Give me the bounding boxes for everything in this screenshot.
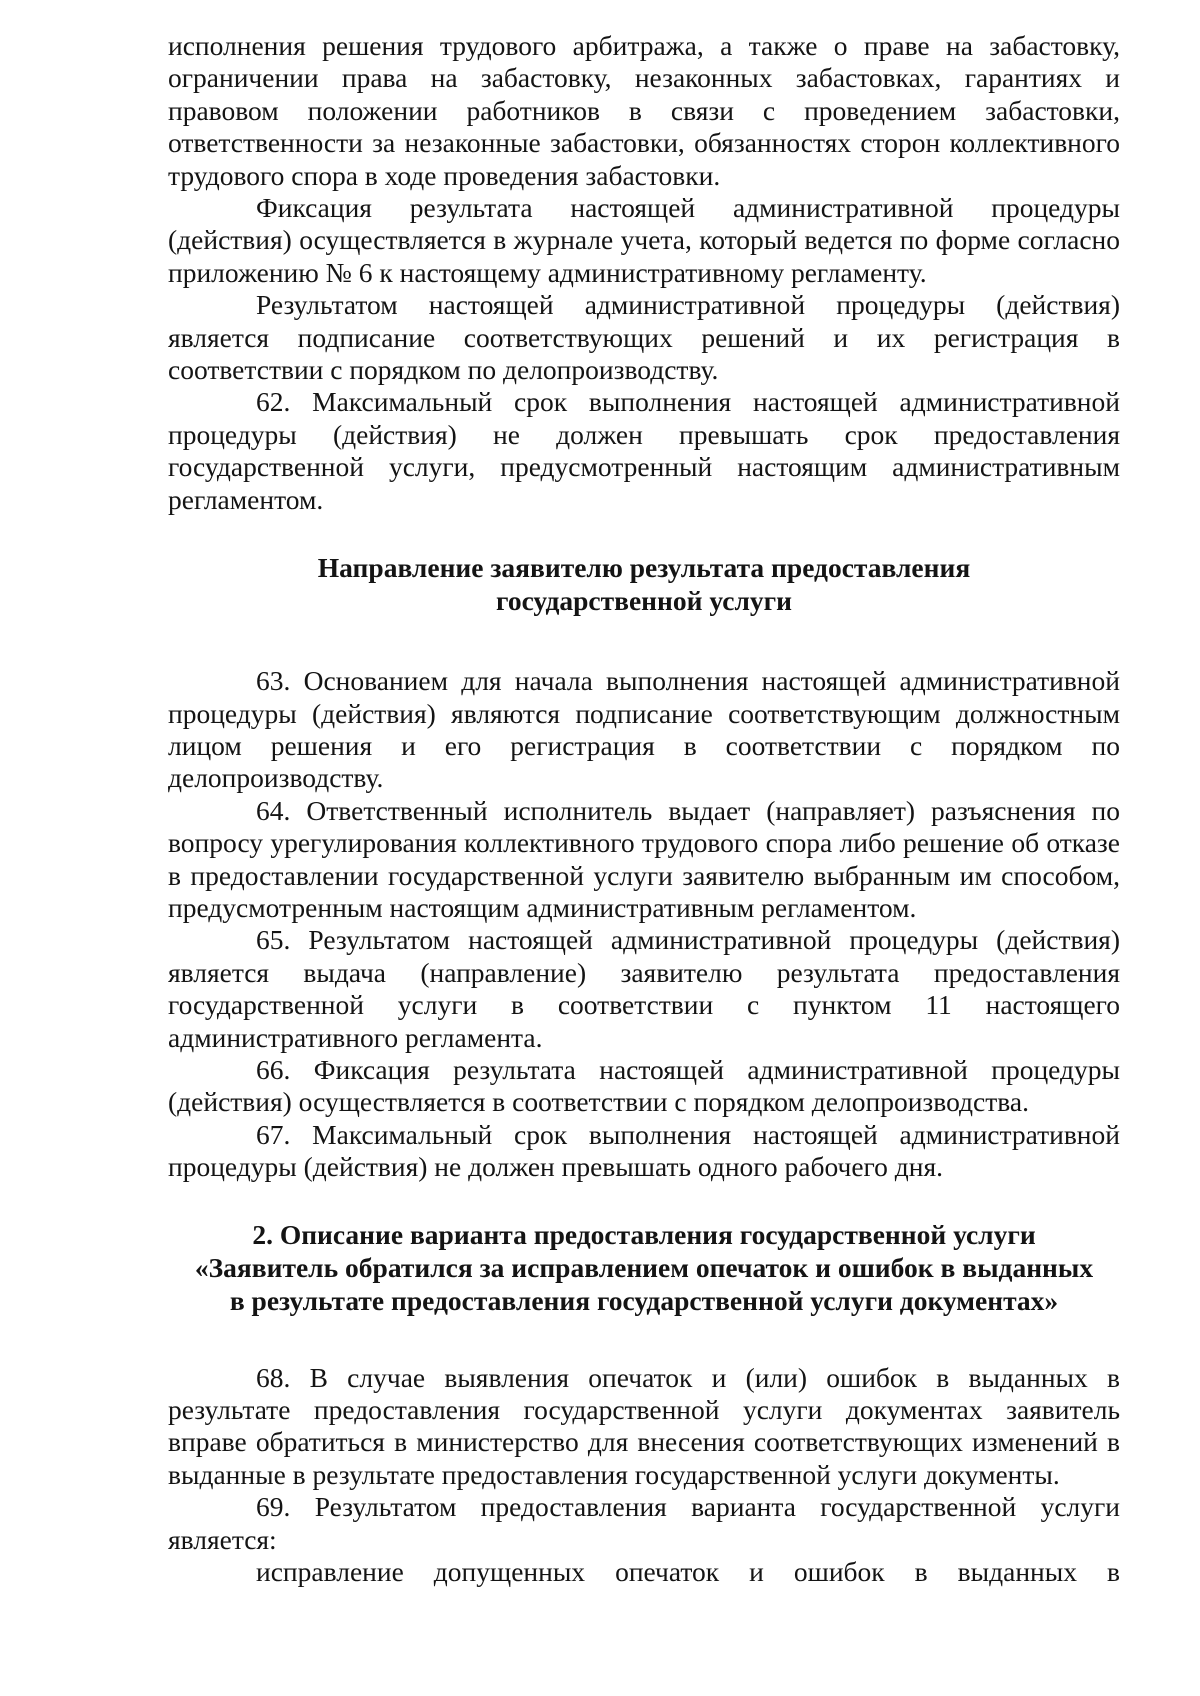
heading-line: «Заявитель обратился за исправлением опечаток и ошибок в выданных	[194, 1251, 1094, 1283]
section-heading-variant-2	[168, 1218, 1120, 1317]
paragraph-63: 63. Основанием для начала выполнения настоящей административной процедуры (действия) являются подписание соответствующим должностным лицом решения и его регистрация в соответствии с порядком по делопроизводству.	[168, 665, 1120, 794]
paragraph-continuation: исполнения решения трудового арбитража, а также о праве на забастовку, ограничении права на забастовку, незаконных забастовках, гарантиях и правовом положении работников в связи с проведением забастовки, ответственности за незаконные забастовки, обязанностях сторон коллективного трудового спора в ходе проведения забастовки.	[168, 30, 1120, 191]
paragraph-fixation: Фиксация результата настоящей административной процедуры (действия) осуществляется в журнале учета, который ведется по форме согласно приложению № 6 к настоящему административному регламенту.	[168, 192, 1120, 288]
paragraph-68: 68. В случае выявления опечаток и (или) ошибок в выданных в результате предоставления государственной услуги документах заявитель вправе обратиться в министерство для внесения соответствующих изменений в выданные в результате предоставления государственной услуги документы.	[168, 1361, 1120, 1490]
paragraph-62: 62. Максимальный срок выполнения настоящей административной процедуры (действия) не должен превышать срок предоставления государственной услуги, предусмотренный настоящим административным регламентом.	[168, 386, 1120, 515]
paragraph-66: 66. Фиксация результата настоящей административной процедуры (действия) осуществляется в соответствии с порядком делопроизводства.	[168, 1053, 1120, 1118]
paragraph-64: 64. Ответственный исполнитель выдает (направляет) разъяснения по вопросу урегулирования коллективного трудового спора либо решение об отказе в предоставлении государственной услуги заявителю выбранным им способом, предусмотренным настоящим административным регламентом.	[168, 794, 1120, 923]
heading-line: Направление заявителю результата предоставления	[317, 552, 971, 584]
paragraph-65: 65. Результатом настоящей административной процедуры (действия) является выдача (направление) заявителю результата предоставления государственной услуги в соответствии с пунктом 11 настоящего административного регламента.	[168, 924, 1120, 1053]
document-page	[168, 30, 1120, 1588]
paragraph-67: 67. Максимальный срок выполнения настоящей административной процедуры (действия) не должен превышать одного рабочего дня.	[168, 1118, 1120, 1183]
paragraph-correction: исправление допущенных опечаток и ошибок в выданных в	[256, 1556, 1120, 1588]
heading-line: государственной услуги	[496, 585, 792, 617]
paragraph-69: 69. Результатом предоставления варианта государственной услуги является:	[168, 1491, 1120, 1555]
heading-line: 2. Описание варианта предоставления государственной услуги	[252, 1218, 1036, 1250]
section-heading-result-delivery	[168, 551, 1120, 617]
paragraph-result: Результатом настоящей административной процедуры (действия) является подписание соответствующих решений и их регистрация в соответствии с порядком по делопроизводству.	[168, 289, 1120, 386]
heading-line: в результате предоставления государственной услуги документах»	[229, 1284, 1059, 1316]
